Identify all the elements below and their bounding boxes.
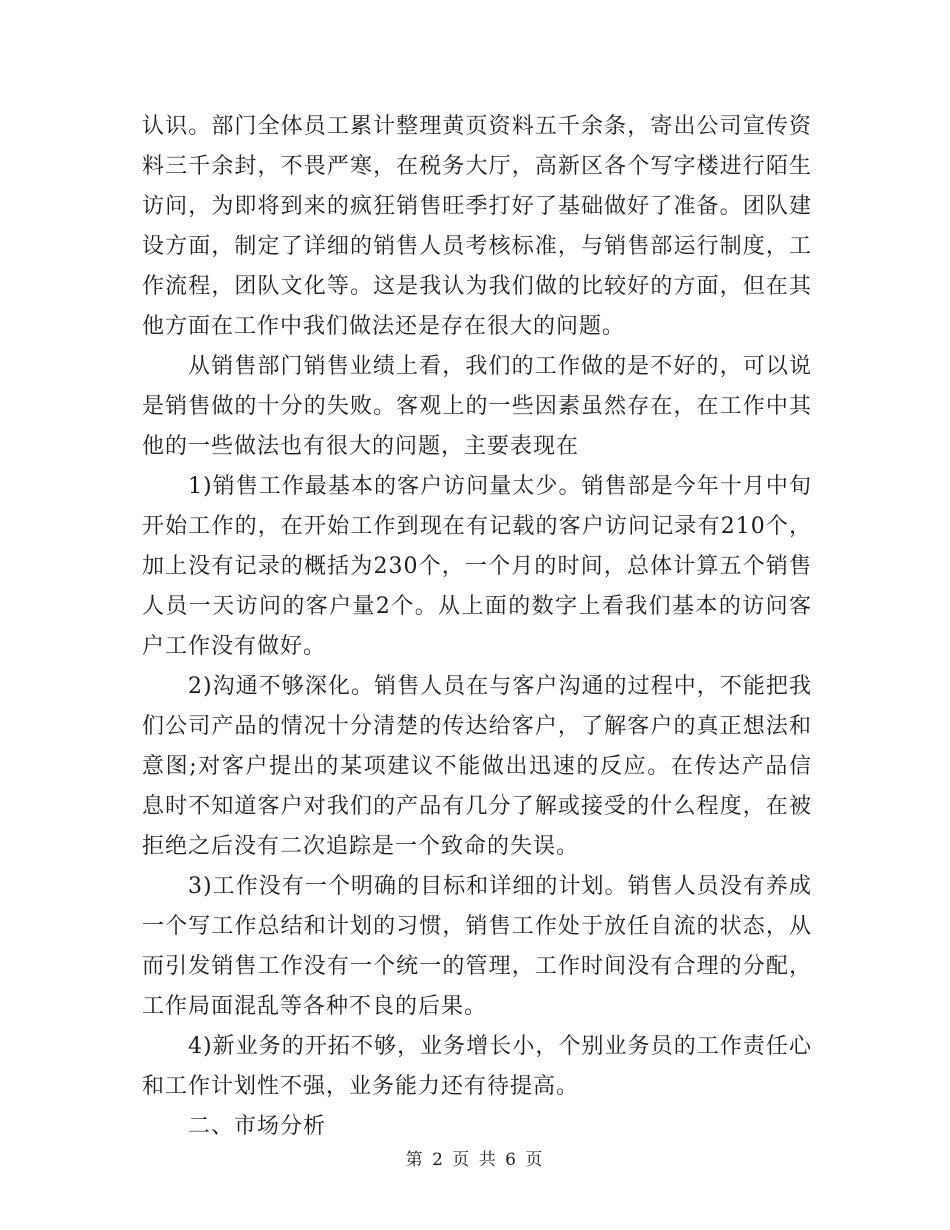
paragraph-item-1: 1)销售工作最基本的客户访问量太少。销售部是今年十月中旬开始工作的，在开始工作到现在有记载的客户访问记录有210个，加上没有记录的概括为230个，一个月的时间，总体计算五个销售人员一天访问的客户量2个。从上面的数字上看我们基本的访问客户工作没有做好。	[142, 474, 812, 659]
page-number-footer: 第 2 页 共 6 页	[405, 1150, 545, 1170]
paragraph-item-2: 2)沟通不够深化。销售人员在与客户沟通的过程中，不能把我们公司产品的情况十分清楚的传达给客户，了解客户的真正想法和意图;对客户提出的某项建议不能做出迅速的反应。在传达产品信息时不知道客户对我们的产品有几分了解或接受的什么程度，在被拒绝之后没有二次追踪是一个致命的失误。	[142, 674, 812, 859]
paragraph-item-3: 3)工作没有一个明确的目标和详细的计划。销售人员没有养成一个写工作总结和计划的习惯，销售工作处于放任自流的状态，从而引发销售工作没有一个统一的管理，工作时间没有合理的分配，工作局面混乱等各种不良的后果。	[142, 874, 812, 1019]
section-heading: 二、市场分析	[188, 1114, 327, 1139]
paragraph-sales-performance: 从销售部门销售业绩上看，我们的工作做的是不好的，可以说是销售做的十分的失败。客观上的一些因素虽然存在，在工作中其他的一些做法也有很大的问题，主要表现在	[142, 354, 812, 459]
paragraph-item-4: 4)新业务的开拓不够，业务增长小，个别业务员的工作责任心和工作计划性不强，业务能力还有待提高。	[142, 1034, 812, 1099]
paragraph-continuation: 认识。部门全体员工累计整理黄页资料五千余条，寄出公司宣传资料三千余封，不畏严寒，在税务大厅，高新区各个写字楼进行陌生访问，为即将到来的疯狂销售旺季打好了基础做好了准备。团队建设方面，制定了详细的销售人员考核标准，与销售部运行制度，工作流程，团队文化等。这是我认为我们做的比较好的方面，但在其他方面在工作中我们做法还是存在很大的问题。	[142, 114, 812, 339]
document-body	[142, 107, 812, 1147]
